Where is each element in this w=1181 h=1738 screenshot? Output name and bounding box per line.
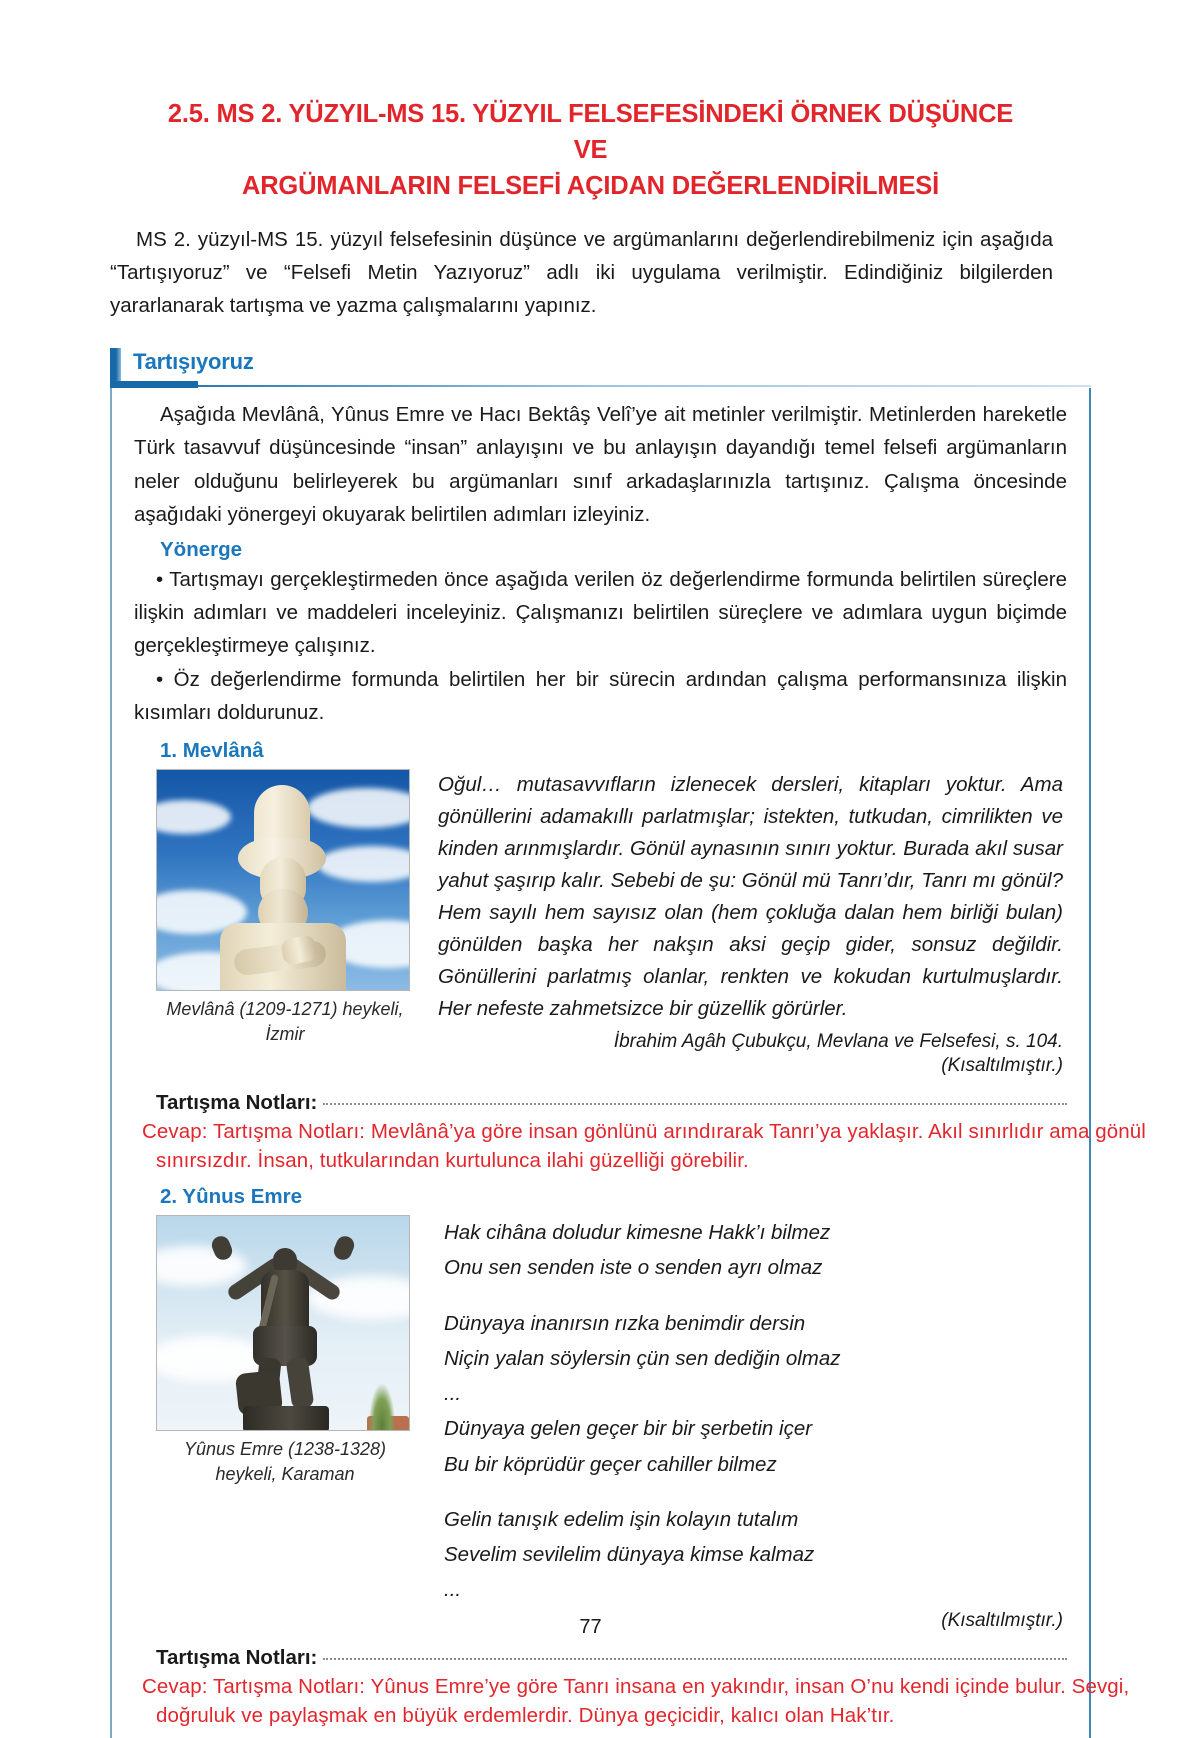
activity-intro-paragraph: Aşağıda Mevlânâ, Yûnus Emre ve Hacı Bektâş Velî’ye ait metinler verilmiştir. Metinlerden hareketle Türk tasavvuf düşüncesinde “insan” anlayışını ve bu anlayışın dayandığı temel felsefi argümanların neler olduğunu belirleyerek bu argümanları sınıf arkadaşlarınızla tartışınız. Çalışma öncesinde aşağıdaki yönergeyi okuyarak belirtilen adımları izleyiniz. [134,403,1067,526]
page-title-line-1: 2.5. MS 2. YÜZYIL-MS 15. YÜZYIL FELSEFESİNDEKİ ÖRNEK DÜŞÜNCE VE [167,100,1014,165]
yunus-answer-line-1: Cevap: Tartışma Notları: Yûnus Emre’ye göre Tanrı insana en yakındır, insan O’nu kendi içinde bulur. Sevgi, [142,1674,1130,1698]
poem-stanza-gap [444,1286,1063,1306]
yunus-caption [156,1437,414,1487]
poem-line: ... [444,1578,462,1602]
poem-line: Sevelim sevilelim dünyaya kimse kalmaz [444,1543,815,1567]
mevlana-answer-text [142,1117,1146,1175]
poem-line: Niçin yalan söylersin çün sen dediğin olmaz [444,1346,841,1370]
yunus-answer-text [142,1672,1130,1730]
poem-line: Gelin tanışık edelim işin kolayın tutalım [444,1507,799,1531]
yunus-heading: 2. Yûnus Emre [160,1185,303,1209]
yunus-notes-label: Tartışma Notları: [156,1645,318,1669]
mevlana-abridged-note: (Kısaltılmıştır.) [941,1054,1063,1076]
yunus-statue-figure [203,1230,363,1430]
mevlana-statue-photo [156,769,410,991]
mevlana-heading: 1. Mevlânâ [160,739,264,763]
mevlana-answer-line-1: Cevap: Tartışma Notları: Mevlânâ’ya göre insan gönlünü arındırarak Tanrı’ya yaklaşır. Akıl sınırlıdır ama gönül [142,1119,1146,1143]
yonerge-bullet-2: • Öz değerlendirme formunda belirtilen her bir sürecin ardından çalışma performansınıza ilişkin kısımları doldurunuz. [134,667,1067,724]
activity-body [110,388,1146,1738]
mevlana-figure-row [134,769,1067,1077]
poem-line: Onu sen senden iste o senden ayrı olmaz [444,1256,823,1280]
yunus-abridged-note: (Kısaltılmıştır.) [941,1609,1063,1631]
poem-line: Bu bir köprüdür geçer cahiller bilmez [444,1452,777,1476]
mevlana-answer-line-2: sınırsızdır. İnsan, tutkularından kurtulunca ilahi güzelliği görebilir. [156,1148,749,1172]
mevlana-caption-line-1: Mevlânâ (1209-1271) heykeli, [166,999,404,1020]
statue-base [243,1406,329,1431]
yonerge-heading: Yönerge [160,538,243,562]
activity-tartisiyoruz [0,348,1181,1738]
yunus-figure-row [134,1215,1067,1632]
mevlana-notes-label: Tartışma Notları: [156,1090,318,1114]
activity-header-rule [198,385,1091,387]
page-number: 77 [579,1616,602,1638]
statue-right-hand [331,1234,357,1263]
mevlana-statue-figure [208,785,358,990]
yunus-answer-line-2: doğruluk ve paylaşmak en büyük erdemlerdir. Dünya geçicidir, kalıcı olan Hak’tır. [156,1703,895,1727]
activity-title: Tartışıyoruz [133,349,254,375]
background-plant [369,1384,395,1430]
activity-header [110,348,1091,388]
mevlana-figure [156,769,414,1047]
yunus-figure [156,1215,414,1487]
statue-left-hand [209,1234,235,1263]
mevlana-caption [156,997,414,1047]
yunus-notes-line [156,1646,1067,1670]
yunus-poem-column [438,1215,1067,1632]
page-title-line-2: ARGÜMANLARIN FELSEFİ AÇIDAN DEĞERLENDİRİLMESİ [242,172,939,201]
mevlana-quote-text: Oğul… mutasavvıfların izlenecek dersleri, kitapları yoktur. Ama gönüllerini adamakıllı parlatmışlar; istekten, tutkudan, cimrilikten ve kinden arınmışlardır. Gönül aynasının sınırı yoktur. Burada akıl susar yahut şaşırıp kalır. Sebebi de şu: Gönül mü Tanrı’dır, Tanrı mı gönül? Hem sayılı hem sayısız olan (hem çokluğa dalan hem birliği bulan) gönülden başka her nakşın aksi geçip gider, sonsuz değildir. Gönüllerini parlatmış olanlar, renkten ve kokudan kurtulmuşlardır. Her nefeste zahmetsizce bir güzellik görürler. [438,773,1063,1020]
mevlana-source: İbrahim Agâh Çubukçu, Mevlana ve Felsefesi, s. 104. [613,1030,1063,1052]
yunus-caption-line-1: Yûnus Emre (1238-1328) [183,1439,387,1460]
poem-line: Dünyaya inanırsın rızka benimdir dersin [444,1311,806,1335]
yunus-caption-line-2: heykeli, Karaman [215,1463,355,1484]
activity-accent-bar-foot [110,381,198,388]
intro-paragraph [0,223,1181,323]
intro-text: MS 2. yüzyıl-MS 15. yüzyıl felsefesinin düşünce ve argümanlarını değerlendirebilmeniz için aşağıda “Tartışıyoruz” ve “Felsefi Metin Yazıyoruz” adlı iki uygulama verilmiştir. Edindiğiniz bilgilerden yararlanarak tartışma ve yazma çalışmalarını yapınız. [110,227,1053,318]
mevlana-notes-line [156,1091,1067,1115]
page-title [0,0,1181,205]
poem-stanza-gap [444,1482,1063,1502]
poem-line: Dünyaya gelen geçer bir bir şerbetin içer [444,1417,813,1441]
yunus-poem [438,1215,1063,1608]
mevlana-quote-column [438,769,1067,1077]
yunus-notes-dotted-line[interactable] [323,1646,1067,1660]
poem-line: Hak cihâna doludur kimesne Hakk’ı bilmez [444,1221,831,1245]
mevlana-notes-dotted-line[interactable] [323,1091,1067,1105]
mevlana-caption-line-2: İzmir [265,1023,305,1044]
yunus-emre-statue-photo [156,1215,410,1431]
poem-line: ... [444,1382,462,1406]
yonerge-bullet-1: • Tartışmayı gerçekleştirmeden önce aşağıda verilen öz değerlendirme formunda belirtilen süreçlere ilişkin adımları ve maddeleri inceleyiniz. Çalışmanızı belirtilen süreçlere ve adımlara uygun biçimde gerçekleştirmeye çalışınız. [134,568,1067,658]
